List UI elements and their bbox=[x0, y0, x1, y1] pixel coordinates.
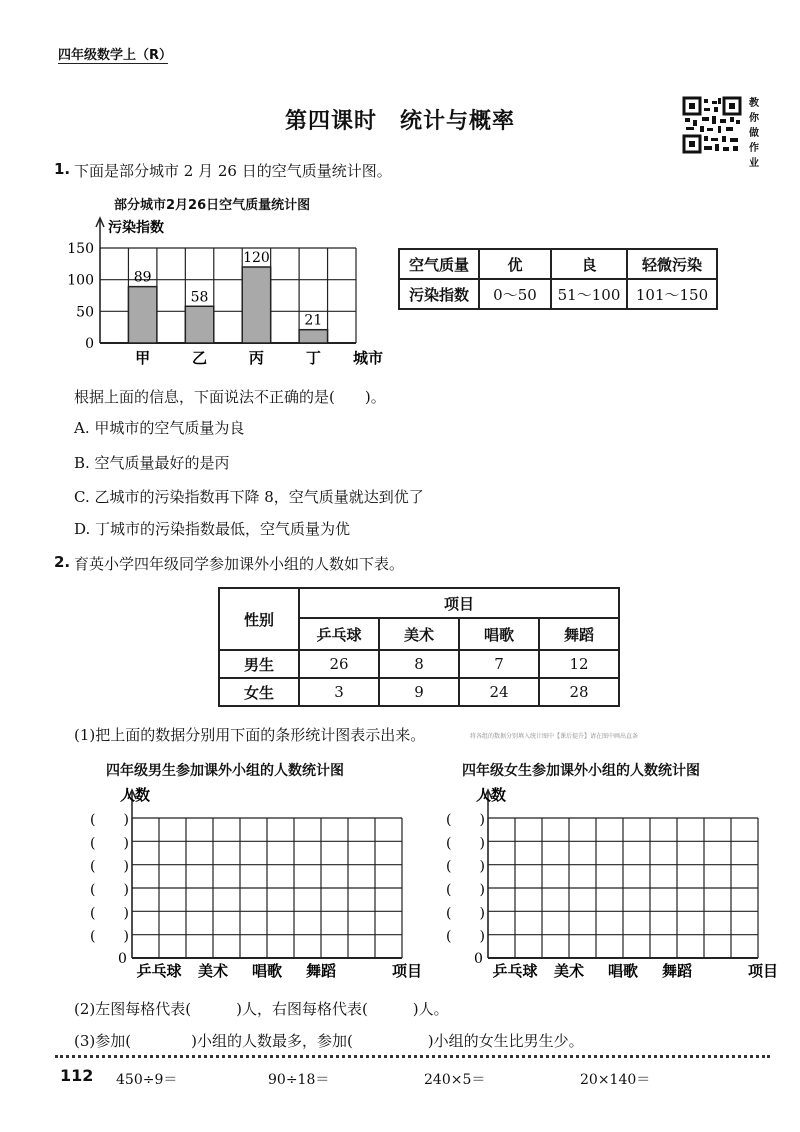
club-cell: 7 bbox=[459, 650, 539, 678]
option-c[interactable]: C. 乙城市的污染指数再下降 8，空气质量就达到优了 bbox=[74, 488, 424, 506]
calc-3: 240×5＝ bbox=[424, 1072, 486, 1088]
chart1-title: 部分城市2月26日空气质量统计图 bbox=[114, 198, 311, 213]
x-axis-label: 项目 bbox=[392, 962, 423, 980]
table-row bbox=[219, 650, 619, 678]
y-blank-input[interactable]: ( ) bbox=[90, 905, 129, 922]
club-row-label: 男生 bbox=[219, 650, 299, 678]
q1-prompt: 根据上面的信息，下面说法不正确的是( )。 bbox=[74, 388, 386, 406]
book-label: 四年级数学上（R） bbox=[58, 48, 173, 63]
qr-code-icon[interactable] bbox=[682, 96, 742, 154]
y-axis-label: 污染指数 bbox=[108, 220, 164, 236]
q1-number: 1. bbox=[54, 160, 71, 178]
aq-row-quality bbox=[399, 249, 717, 279]
aq-cell: 空气质量 bbox=[399, 249, 479, 279]
y-axis-label: 人数 bbox=[120, 786, 151, 804]
y-blank-input[interactable]: ( ) bbox=[446, 882, 485, 898]
qr-label: 教你做作业 bbox=[749, 98, 759, 169]
club-cell: 3 bbox=[299, 678, 379, 706]
lesson-title: 第四课时 统计与概率 bbox=[284, 109, 515, 134]
boys-chart-title: 四年级男生参加课外小组的人数统计图 bbox=[106, 763, 344, 779]
category-label: 美术 bbox=[197, 962, 229, 980]
air-quality-bar-chart bbox=[60, 210, 390, 370]
girls-grid-chart[interactable] bbox=[436, 780, 779, 985]
footer-divider bbox=[55, 1055, 770, 1058]
club-table bbox=[218, 587, 620, 707]
category-label: 丙 bbox=[248, 349, 264, 367]
club-cell: 26 bbox=[299, 650, 379, 678]
boys-grid-chart[interactable] bbox=[80, 780, 423, 985]
club-col-header: 舞蹈 bbox=[539, 618, 619, 650]
y-tick-label: 50 bbox=[76, 304, 94, 321]
aq-cell: 优 bbox=[479, 249, 551, 279]
option-a[interactable]: A. 甲城市的空气质量为良 bbox=[74, 419, 245, 437]
y-blank-input[interactable]: ( ) bbox=[446, 928, 485, 945]
bar bbox=[242, 267, 270, 343]
y-blank-input[interactable]: ( ) bbox=[446, 835, 485, 852]
bar-value-label: 89 bbox=[133, 269, 152, 286]
category-label: 丁 bbox=[305, 349, 321, 367]
girls-chart-title: 四年级女生参加课外小组的人数统计图 bbox=[462, 763, 700, 779]
bar-value-label: 120 bbox=[243, 250, 270, 266]
club-group-header: 项目 bbox=[299, 588, 619, 618]
q1-text: 下面是部分城市 2 月 26 日的空气质量统计图。 bbox=[74, 162, 392, 180]
x-axis-label: 项目 bbox=[748, 962, 779, 980]
bar-value-label: 21 bbox=[304, 312, 323, 329]
faint-note: 将各组的数据分别填入统计图中【课后提升】请在图中画出直条 bbox=[470, 733, 639, 740]
q2-sub1: (1)把上面的数据分别用下面的条形统计图表示出来。 bbox=[74, 726, 426, 744]
aq-cell: 污染指数 bbox=[399, 279, 479, 309]
chart1-text bbox=[67, 219, 383, 367]
y-blank-input[interactable]: ( ) bbox=[90, 928, 129, 945]
chart1-bars bbox=[128, 267, 327, 343]
q2-sub3: (3)参加( )小组的人数最多，参加( )小组的女生比男生少。 bbox=[74, 1032, 584, 1050]
bar bbox=[299, 330, 327, 343]
club-cell: 24 bbox=[459, 678, 539, 706]
y-tick-label: 100 bbox=[67, 272, 94, 289]
q2-sub2: (2)左图每格代表( )人，右图每格代表( )人。 bbox=[74, 1000, 449, 1018]
category-label: 乒乓球 bbox=[136, 962, 182, 980]
y-tick-label: 0 bbox=[85, 336, 94, 352]
bar bbox=[185, 306, 213, 343]
table-row bbox=[219, 678, 619, 706]
y-blank-input[interactable]: ( ) bbox=[446, 905, 485, 922]
club-col-header: 唱歌 bbox=[459, 618, 539, 650]
calc-1: 450÷9＝ bbox=[116, 1072, 178, 1088]
page-number: 112 bbox=[60, 1066, 94, 1085]
aq-cell: 0～50 bbox=[479, 279, 551, 309]
club-corner: 性别 bbox=[219, 588, 299, 650]
y-blank-input[interactable]: ( ) bbox=[90, 835, 129, 852]
aq-cell: 101～150 bbox=[627, 279, 717, 309]
y-zero-label: 0 bbox=[474, 951, 483, 967]
air-quality-table bbox=[398, 248, 718, 310]
y-blank-input[interactable]: ( ) bbox=[446, 858, 485, 875]
club-cell: 28 bbox=[539, 678, 619, 706]
category-label: 乙 bbox=[192, 349, 208, 367]
club-cell: 8 bbox=[379, 650, 459, 678]
category-label: 美术 bbox=[553, 962, 585, 980]
y-blank-input[interactable]: ( ) bbox=[446, 812, 485, 828]
club-row-label: 女生 bbox=[219, 678, 299, 706]
y-blank-input[interactable]: ( ) bbox=[90, 812, 129, 828]
y-axis-label: 人数 bbox=[476, 786, 507, 804]
y-blank-input[interactable]: ( ) bbox=[90, 858, 129, 875]
y-tick-label: 150 bbox=[67, 241, 94, 257]
category-label: 唱歌 bbox=[607, 962, 639, 980]
q2-number: 2. bbox=[54, 553, 71, 571]
header-divider bbox=[58, 63, 168, 64]
y-zero-label: 0 bbox=[118, 951, 127, 967]
q2-text: 育英小学四年级同学参加课外小组的人数如下表。 bbox=[74, 555, 405, 573]
aq-cell: 51～100 bbox=[551, 279, 627, 309]
club-cell: 12 bbox=[539, 650, 619, 678]
option-b[interactable]: B. 空气质量最好的是丙 bbox=[74, 454, 230, 472]
aq-cell: 轻微污染 bbox=[627, 249, 717, 279]
x-axis-label: 城市 bbox=[352, 349, 384, 367]
category-label: 舞蹈 bbox=[305, 962, 337, 980]
calc-4: 20×140＝ bbox=[580, 1072, 651, 1088]
club-col-header: 美术 bbox=[379, 618, 459, 650]
bar-value-label: 58 bbox=[190, 289, 209, 306]
aq-cell: 良 bbox=[551, 249, 627, 279]
bar bbox=[128, 287, 156, 343]
category-label: 甲 bbox=[135, 349, 151, 367]
y-blank-input[interactable]: ( ) bbox=[90, 882, 129, 898]
category-label: 舞蹈 bbox=[661, 962, 693, 980]
aq-row-index bbox=[399, 279, 717, 309]
calc-2: 90÷18＝ bbox=[268, 1072, 330, 1088]
category-label: 唱歌 bbox=[251, 962, 283, 980]
option-d[interactable]: D. 丁城市的污染指数最低，空气质量为优 bbox=[74, 520, 351, 538]
category-label: 乒乓球 bbox=[492, 962, 538, 980]
club-cell: 9 bbox=[379, 678, 459, 706]
club-col-header: 乒乓球 bbox=[299, 618, 379, 650]
